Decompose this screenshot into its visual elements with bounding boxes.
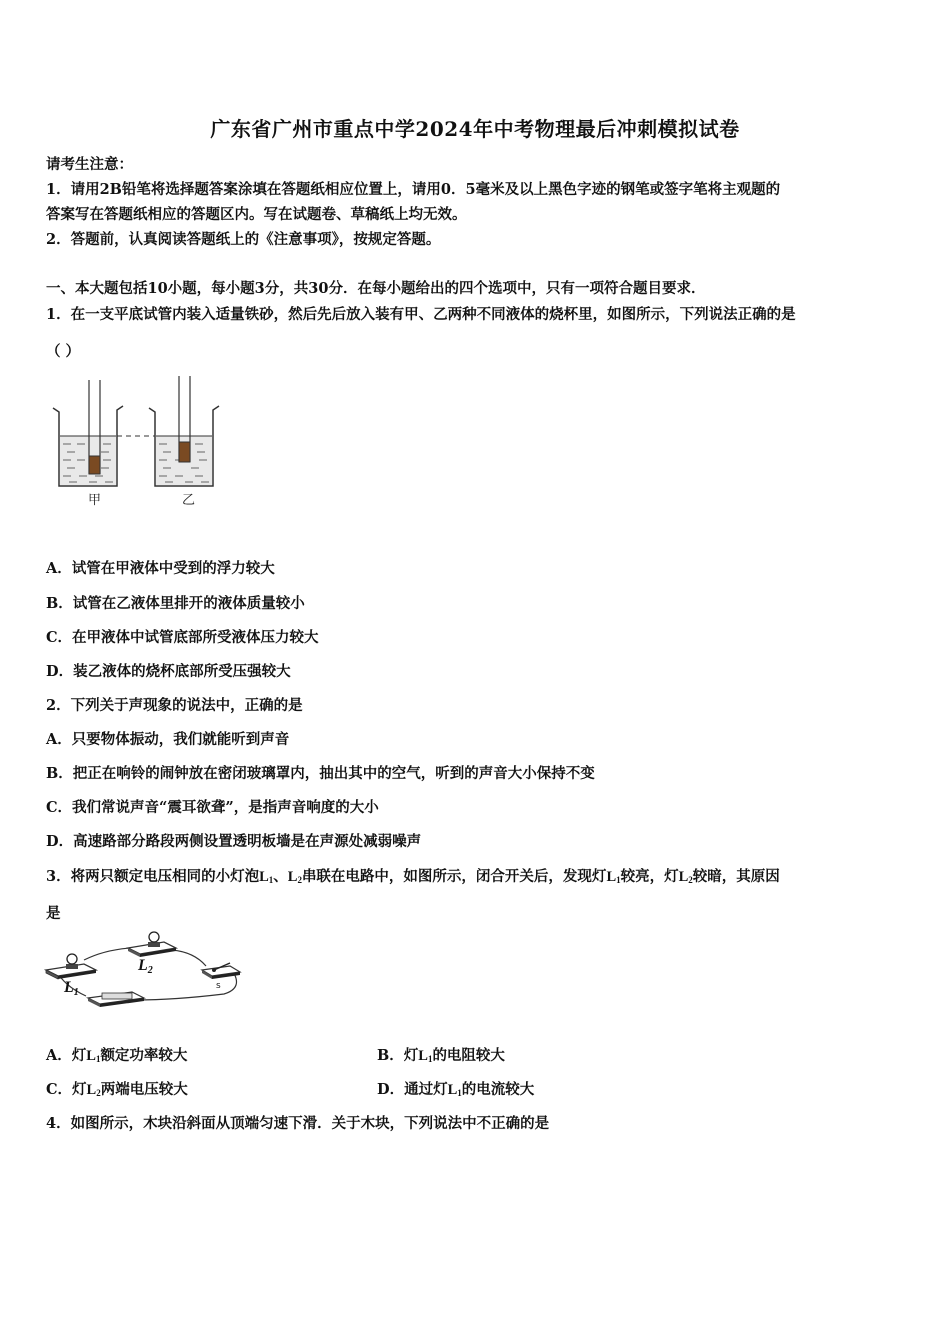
q3-stem-part3: 较亮，灯 <box>620 868 679 885</box>
section-heading: 一、本大题包括10小题，每小题3分，共30分．在每小题给出的四个选项中，只有一项符合题目要求． <box>46 280 706 297</box>
q1-beaker-figure <box>45 372 225 512</box>
bulb-l2-icon <box>149 932 159 942</box>
label-l1: L1 <box>64 979 79 998</box>
bulb-l2-base <box>128 932 176 957</box>
q3-option-d: D．通过灯$L_1$的电流较大 <box>377 1081 535 1098</box>
battery-icon <box>88 992 144 1007</box>
q3-stem-L2b: $L_2$ <box>678 869 693 885</box>
q3-circuit-figure <box>44 930 249 1012</box>
label-s: s <box>216 981 221 991</box>
q3-stem-cont: 是 <box>46 905 61 922</box>
q1-option-a: A．试管在甲液体中受到的浮力较大 <box>46 560 275 577</box>
q4-stem: 4．如图所示，木块沿斜面从顶端匀速下滑．关于木块，下列说法中不正确的是 <box>46 1115 550 1132</box>
q3-option-a: A．灯$L_1$额定功率较大 <box>46 1047 188 1064</box>
q3-stem-L2: $L_2$ <box>287 869 302 885</box>
test-tube-jia <box>89 380 100 474</box>
notice-item-1b: 答案写在答题纸相应的答题区内。写在试题卷、草稿纸上均无效。 <box>46 206 467 223</box>
q3-stem-L1b: $L_1$ <box>606 869 621 885</box>
page-title: 广东省广州市重点中学2024年中考物理最后冲刺模拟试卷 <box>210 117 740 141</box>
q3-stem <box>46 865 780 886</box>
q3-stem-sep: 、 <box>273 868 288 885</box>
label-jia: 甲 <box>88 493 102 508</box>
q2-option-c: C．我们常说声音“震耳欲聋”，是指声音响度的大小 <box>46 799 379 816</box>
label-yi: 乙 <box>182 493 196 508</box>
q3-stem-part4: 较暗，其原因 <box>692 868 780 885</box>
switch-icon <box>202 963 240 979</box>
q2-option-d: D．高速路部分路段两侧设置透明板墙是在声源处减弱噪声 <box>46 833 422 850</box>
liquid-jia <box>60 436 116 485</box>
q3-option-b: B．灯$L_1$的电阻较大 <box>377 1047 505 1064</box>
notice-item-2: 2．答题前，认真阅读答题纸上的《注意事项》，按规定答题。 <box>46 231 441 248</box>
q2-option-a: A．只要物体振动，我们就能听到声音 <box>46 731 290 748</box>
q1-option-d: D．装乙液体的烧杯底部所受压强较大 <box>46 663 291 680</box>
q2-option-b: B．把正在响铃的闹钟放在密闭玻璃罩内，抽出其中的空气，听到的声音大小保持不变 <box>46 765 595 782</box>
q2-stem: 2．下列关于声现象的说法中，正确的是 <box>46 697 303 714</box>
q3-stem-part1: 3．将两只额定电压相同的小灯泡 <box>46 868 260 885</box>
q1-option-c: C．在甲液体中试管底部所受液体压力较大 <box>46 629 319 646</box>
q1-bracket: （ ） <box>46 343 81 360</box>
test-tube-yi <box>179 376 190 462</box>
label-l2: L2 <box>138 957 153 976</box>
notice-item-1a: 1．请用2B铅笔将选择题答案涂填在答题纸相应位置上，请用0．5毫米及以上黑色字迹的钢笔或签字笔将主观题的 <box>46 181 781 198</box>
q3-option-c: C．灯$L_2$两端电压较大 <box>46 1081 188 1098</box>
q1-stem: 1．在一支平底试管内装入适量铁砂，然后先后放入装有甲、乙两种不同液体的烧杯里，如图所示，下列说法正确的是 <box>46 306 796 323</box>
q3-stem-L1: $L_1$ <box>259 869 274 885</box>
bulb-l1-icon <box>67 954 77 964</box>
notice-heading: 请考生注意： <box>46 156 133 173</box>
q1-option-b: B．试管在乙液体里排开的液体质量较小 <box>46 595 305 612</box>
q3-stem-part2: 串联在电路中，如图所示，闭合开关后，发现灯 <box>301 868 607 885</box>
